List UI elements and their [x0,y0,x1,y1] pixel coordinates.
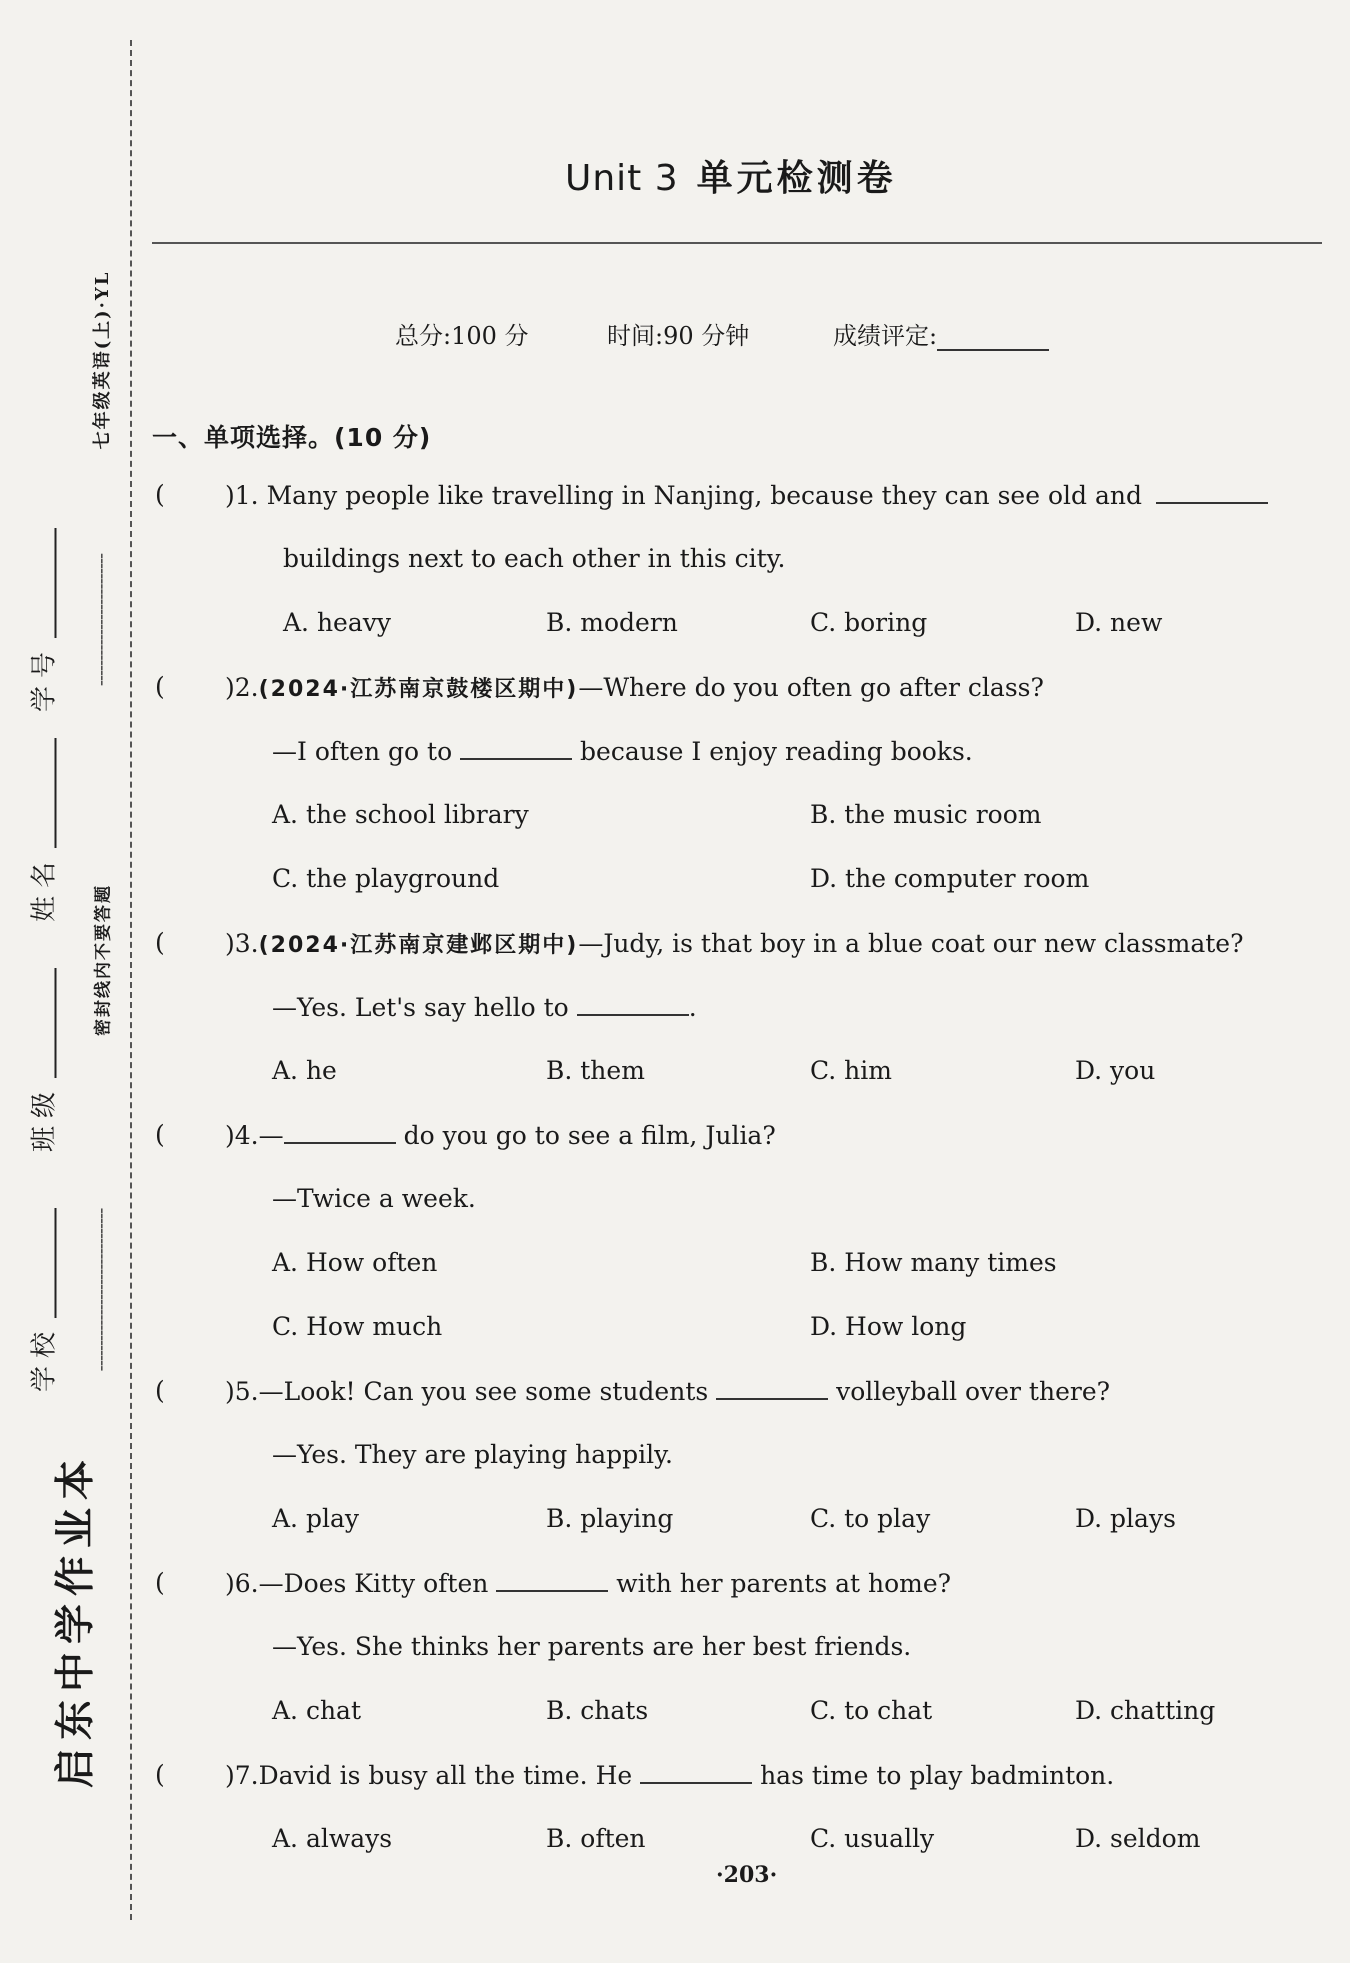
seal-notice: 密封线内不要答题 [93,884,114,1036]
q7-option-d: D. seldom [1075,1824,1201,1853]
q1-option-b: B. modern [546,608,678,637]
school-field: 学校 [24,1208,61,1392]
title-cn: 单元检测卷 [696,158,897,199]
total-score: 总分:100 分 [395,322,529,350]
page-title [565,150,897,201]
q1-option-c: C. boring [810,608,928,637]
question-5-answer: —Yes. They are playing happily. [272,1440,673,1469]
time-limit: 时间:90 分钟 [607,322,750,350]
question-4: )4.— do you go to see a film, Julia? [225,1121,776,1150]
answer-paren: ( [155,480,165,509]
question-6-answer: —Yes. She thinks her parents are her best friends. [272,1632,912,1661]
q4-option-a: A. How often [272,1248,438,1277]
q4-option-b: B. How many times [810,1248,1057,1277]
answer-paren: ( [155,928,165,957]
section-heading: 一、单项选择。(10 分) [152,423,432,452]
question-1: )1. Many people like travelling in Nanjing, because they can see old and [225,480,1268,510]
question-3-answer: —Yes. Let's say hello to . [272,993,697,1022]
q2-option-a: A. the school library [272,800,529,829]
q6-option-c: C. to chat [810,1696,933,1725]
q1-option-a: A. heavy [283,608,391,637]
question-1-cont: buildings next to each other in this city. [283,544,786,573]
student-id-field: 学号 [24,528,61,712]
q7-option-b: B. often [546,1824,646,1853]
q3-option-b: B. them [546,1056,645,1085]
name-field: 姓名 [24,738,61,922]
answer-paren: ( [155,672,165,701]
class-field: 班级 [24,968,61,1152]
question-4-answer: —Twice a week. [272,1184,476,1213]
q5-option-b: B. playing [546,1504,674,1533]
seal-dash-lower: -------------------------------- [90,1208,112,1372]
question-3: )3.(2024·江苏南京建邺区期中)—Judy, is that boy in a blue coat our new classmate? [225,929,1244,958]
seal-dashed-line [130,40,132,1920]
title-en: Unit 3 [565,158,679,199]
q1-option-d: D. new [1075,608,1163,637]
q2-option-d: D. the computer room [810,864,1090,893]
q6-option-d: D. chatting [1075,1696,1216,1725]
q5-option-a: A. play [272,1504,359,1533]
q6-option-b: B. chats [546,1696,649,1725]
q4-option-c: C. How much [272,1312,443,1341]
page-number: ·203· [716,1862,778,1888]
q5-option-d: D. plays [1075,1504,1176,1533]
q3-option-d: D. you [1075,1056,1156,1085]
seal-dash-upper: -------------------------- [90,553,112,687]
header-rule [152,242,1322,244]
question-7: )7.David is busy all the time. He has time to play badminton. [225,1761,1115,1790]
question-5: )5.—Look! Can you see some students volleyball over there? [225,1377,1111,1406]
q7-option-a: A. always [272,1824,393,1853]
q2-option-b: B. the music room [810,800,1042,829]
q7-option-c: C. usually [810,1824,935,1853]
answer-paren: ( [155,1120,165,1149]
answer-paren: ( [155,1376,165,1405]
answer-paren: ( [155,1568,165,1597]
question-6: )6.—Does Kitty often with her parents at home? [225,1569,952,1598]
course-label: 七年级英语(上)·YL [92,270,113,450]
q3-option-a: A. he [272,1056,337,1085]
q5-option-c: C. to play [810,1504,931,1533]
brand-label: 启东中学作业本 [52,1452,99,1788]
question-2-answer: —I often go to because I enjoy reading books. [272,737,973,766]
q3-option-c: C. him [810,1056,892,1085]
q2-option-c: C. the playground [272,864,500,893]
q4-option-d: D. How long [810,1312,967,1341]
question-2: )2.(2024·江苏南京鼓楼区期中)—Where do you often go after class? [225,673,1044,702]
answer-paren: ( [155,1760,165,1789]
grade-field: 成绩评定: [833,316,1049,351]
q6-option-a: A. chat [272,1696,362,1725]
